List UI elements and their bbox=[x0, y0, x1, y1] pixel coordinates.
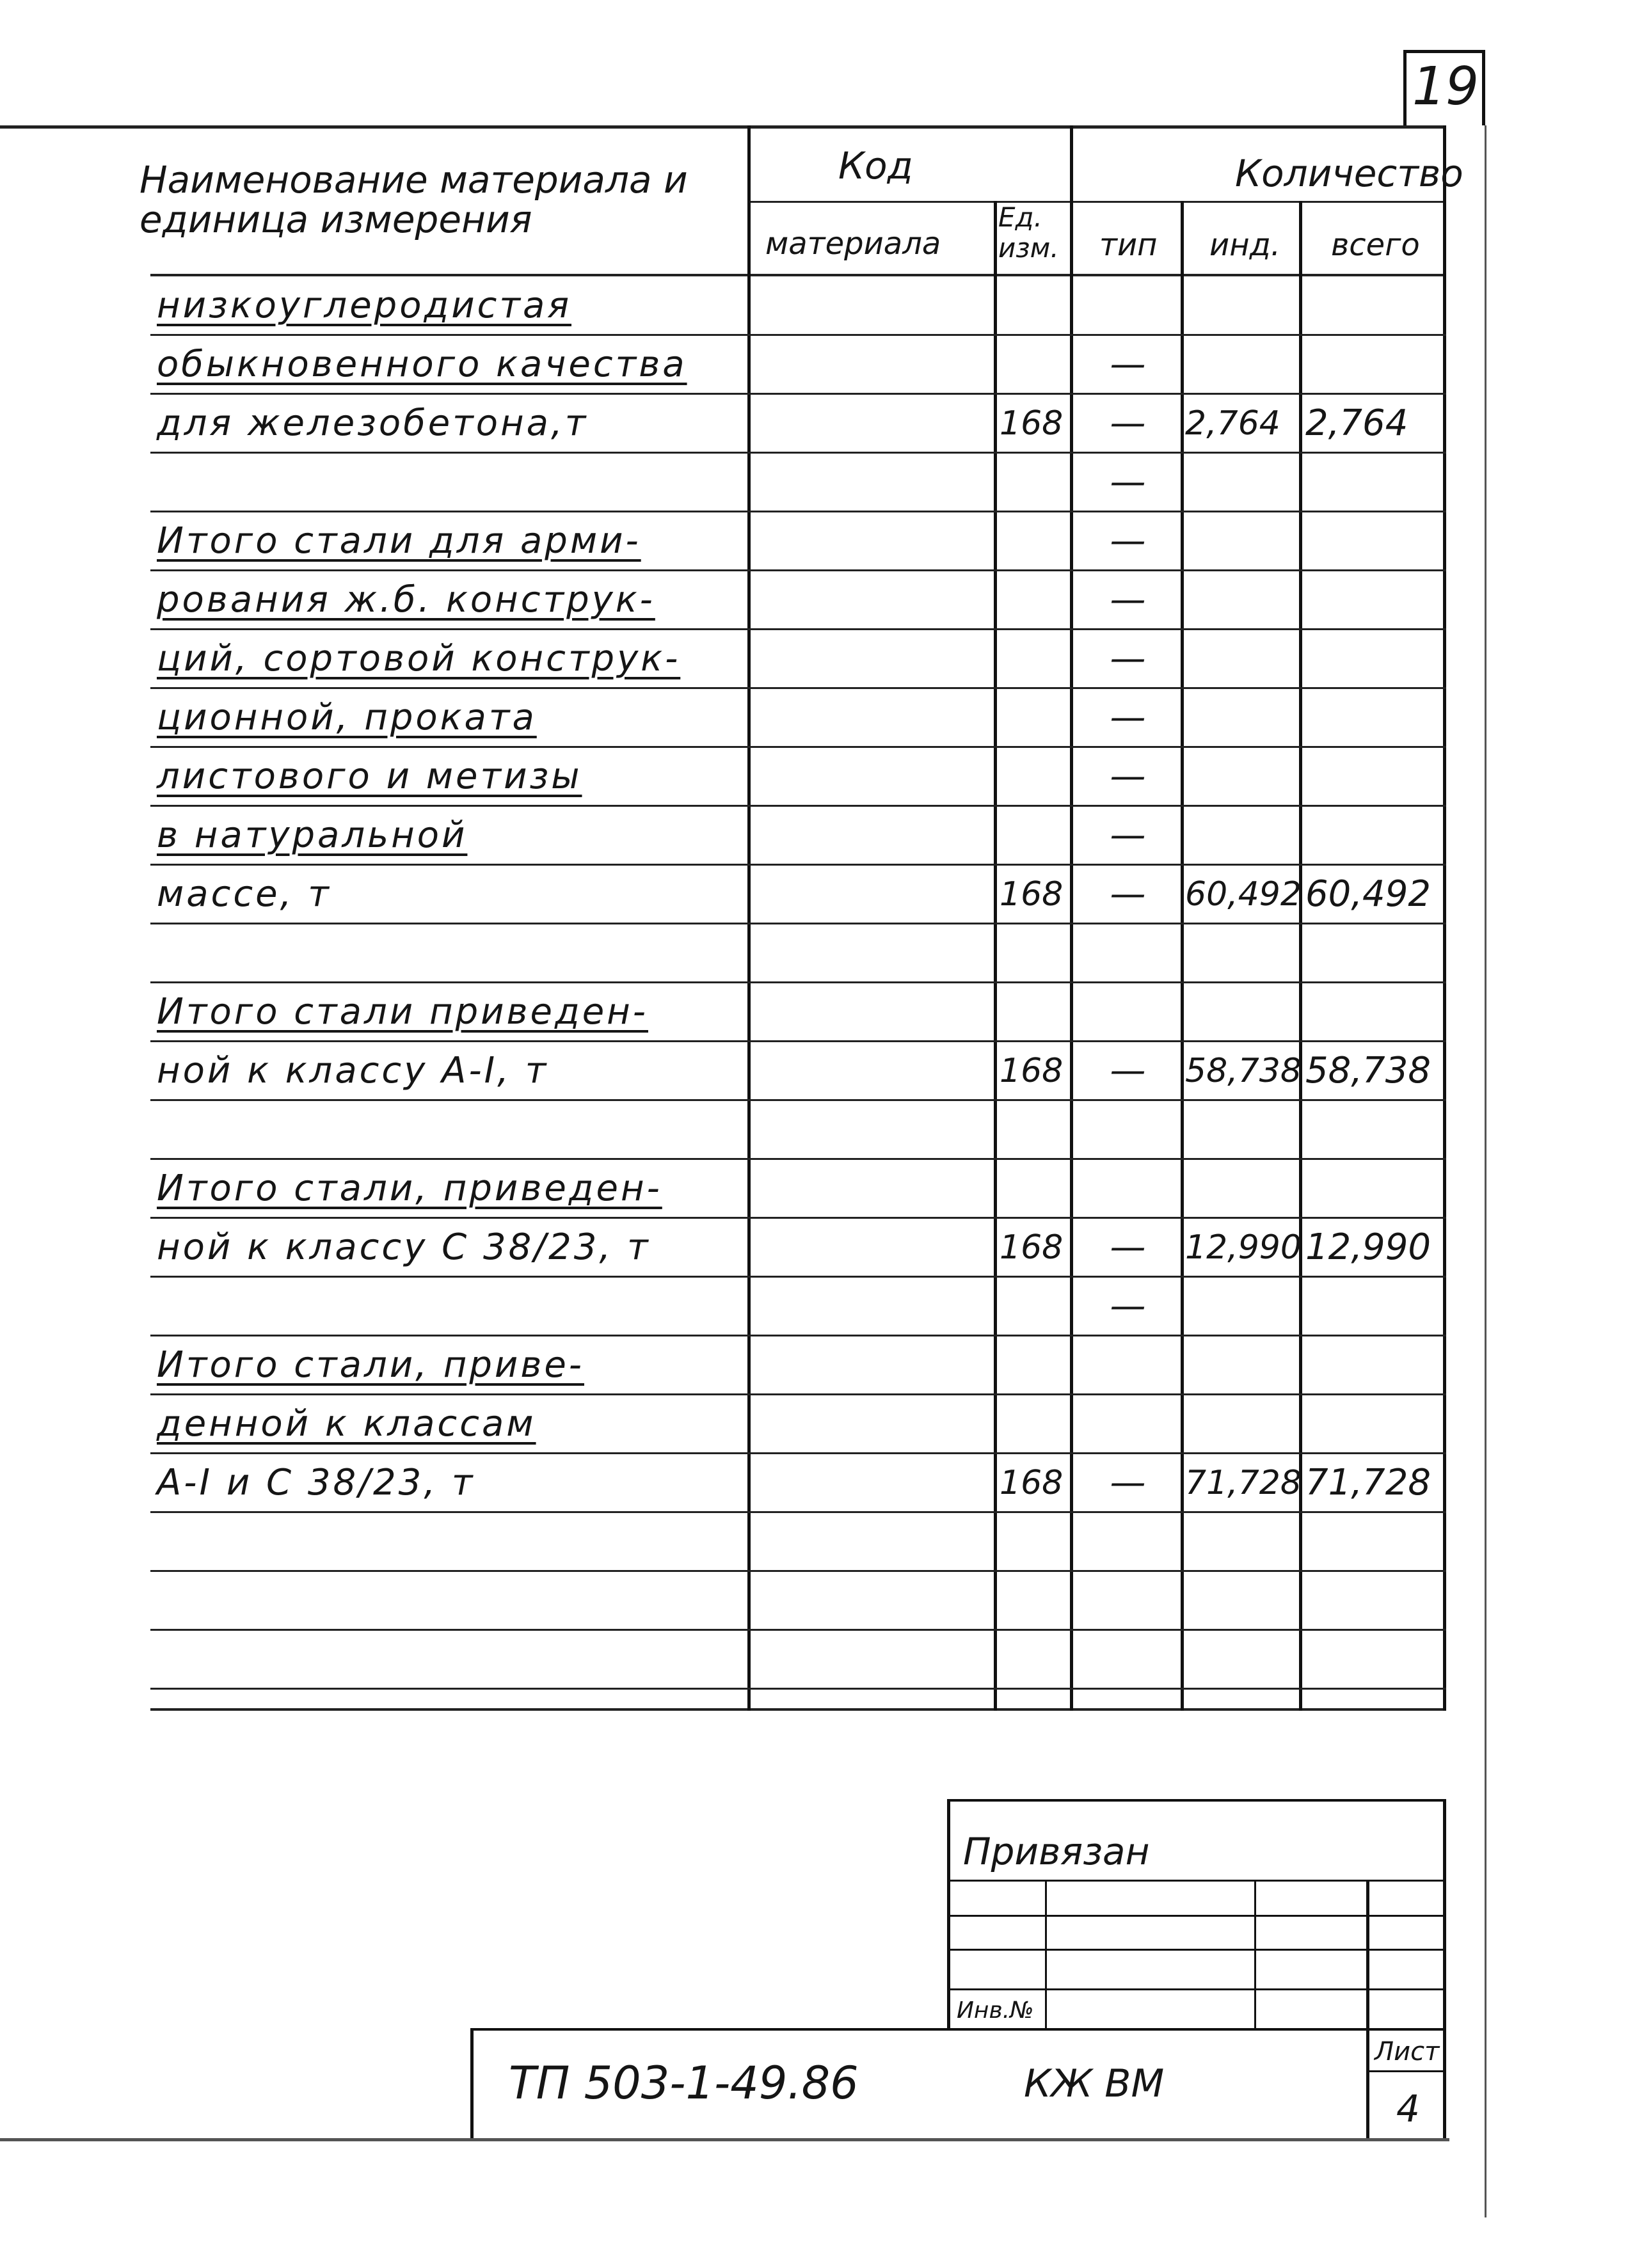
stamp-top-line bbox=[470, 2028, 1446, 2031]
col-divider-type bbox=[1181, 201, 1184, 1711]
page-bottom-line bbox=[0, 2138, 1449, 2141]
row-name-text: листового и метизы bbox=[157, 756, 582, 797]
attached-row-line-3 bbox=[947, 1949, 1446, 1951]
row-divider bbox=[150, 452, 1446, 454]
row-type-text: — bbox=[1110, 1285, 1146, 1327]
attached-label: Привязан bbox=[963, 1830, 1150, 1873]
attached-row-line-4 bbox=[947, 1988, 1446, 1990]
row-type-text: — bbox=[1110, 461, 1146, 503]
row-name-text: Итого стали, приве- bbox=[157, 1344, 584, 1386]
header-code-group: Код bbox=[838, 144, 913, 187]
row-total-text: 71,728 bbox=[1305, 1462, 1431, 1503]
row-ind-text: 71,728 bbox=[1185, 1464, 1302, 1502]
row-type-text: — bbox=[1110, 638, 1146, 679]
header-qty-type: тип bbox=[1099, 227, 1158, 263]
row-ind-text: 60,492 bbox=[1185, 875, 1302, 914]
row-name-text: денной к классам bbox=[157, 1403, 536, 1445]
row-divider bbox=[150, 1276, 1446, 1278]
doc-mark: КЖ ВМ bbox=[1024, 2061, 1165, 2106]
sheet-cell-line bbox=[1366, 2070, 1446, 2072]
col-divider-code bbox=[994, 201, 997, 1711]
header-qty-group: Количество bbox=[1235, 152, 1463, 195]
row-name-text: ций, сортовой конструк- bbox=[157, 638, 681, 679]
row-divider bbox=[150, 1217, 1446, 1219]
row-divider bbox=[150, 393, 1446, 395]
inv-number-label: Инв.№ bbox=[957, 1997, 1034, 2024]
row-name-text: низкоуглеродистая bbox=[157, 285, 572, 326]
row-divider bbox=[150, 1688, 1446, 1690]
row-divider bbox=[150, 923, 1446, 924]
row-divider bbox=[150, 746, 1446, 748]
row-name-text: обыкновенного качества bbox=[157, 344, 687, 385]
row-divider bbox=[150, 1158, 1446, 1160]
row-type-text: — bbox=[1110, 756, 1146, 797]
row-divider bbox=[150, 1335, 1446, 1336]
row-unit-text: 168 bbox=[1000, 404, 1064, 443]
header-name-line2: единица измерения bbox=[139, 198, 532, 241]
row-divider bbox=[150, 1393, 1446, 1395]
row-divider bbox=[150, 1099, 1446, 1101]
row-type-text: — bbox=[1110, 873, 1146, 915]
row-divider bbox=[150, 981, 1446, 983]
row-divider bbox=[150, 1570, 1446, 1572]
row-total-text: 60,492 bbox=[1305, 873, 1431, 915]
row-ind-text: 2,764 bbox=[1185, 404, 1280, 443]
row-type-text: — bbox=[1110, 402, 1146, 444]
row-total-text: 2,764 bbox=[1305, 402, 1408, 444]
row-total-text: 58,738 bbox=[1305, 1050, 1431, 1091]
row-type-text: — bbox=[1110, 697, 1146, 738]
row-ind-text: 58,738 bbox=[1185, 1052, 1302, 1090]
row-unit-text: 168 bbox=[1000, 1052, 1064, 1090]
row-unit-text: 168 bbox=[1000, 1464, 1064, 1502]
attached-left-line bbox=[947, 1799, 950, 2029]
row-type-text: — bbox=[1110, 344, 1146, 385]
attached-col-line-2 bbox=[1254, 1880, 1256, 2029]
row-type-text: — bbox=[1110, 1226, 1146, 1268]
row-name-text: Итого стали для арми- bbox=[157, 520, 641, 562]
row-divider bbox=[150, 1629, 1446, 1631]
header-name-line1: Наименование материала и bbox=[139, 158, 688, 202]
row-divider bbox=[150, 687, 1446, 689]
row-divider bbox=[150, 569, 1446, 571]
table-top-border bbox=[0, 125, 1446, 129]
row-name-text: в натуральной bbox=[157, 814, 468, 856]
doc-code: ТП 503-1-49.86 bbox=[509, 2057, 859, 2109]
attached-col-line-1 bbox=[1045, 1880, 1047, 2029]
page-number: 19 bbox=[1412, 56, 1479, 117]
row-type-text: — bbox=[1110, 520, 1146, 562]
sheet-label: Лист bbox=[1375, 2037, 1440, 2066]
row-divider bbox=[150, 628, 1446, 630]
row-divider bbox=[150, 334, 1446, 336]
row-name-text: рования ж.б. конструк- bbox=[157, 579, 655, 621]
row-name-text: Итого стали приведен- bbox=[157, 991, 648, 1033]
row-name-text: ционной, проката bbox=[157, 697, 537, 738]
row-total-text: 12,990 bbox=[1305, 1226, 1431, 1268]
page-right-margin-line bbox=[1485, 125, 1487, 2217]
col-divider-unit bbox=[1070, 125, 1073, 1711]
attached-row-line-1 bbox=[947, 1880, 1446, 1882]
row-type-text: — bbox=[1110, 579, 1146, 621]
header-code-material: материала bbox=[765, 226, 941, 262]
row-name-text: для железобетона,т bbox=[157, 402, 589, 444]
row-divider bbox=[150, 1511, 1446, 1513]
stamp-left-line bbox=[470, 2028, 474, 2139]
row-unit-text: 168 bbox=[1000, 1228, 1064, 1267]
row-name-text: массе, т bbox=[157, 873, 331, 915]
attached-row-line-2 bbox=[947, 1915, 1446, 1917]
row-type-text: — bbox=[1110, 1050, 1146, 1091]
row-name-text: ной к классу С 38/23, т bbox=[157, 1226, 651, 1268]
row-unit-text: 168 bbox=[1000, 875, 1064, 914]
materials-table bbox=[0, 125, 1463, 1711]
row-name-text: ной к классу А-I, т bbox=[157, 1050, 549, 1091]
header-unit: Ед. изм. bbox=[998, 202, 1059, 264]
row-name-text: А-I и С 38/23, т bbox=[157, 1462, 475, 1503]
attached-col-line-3 bbox=[1366, 1880, 1369, 2139]
sheet-value: 4 bbox=[1396, 2087, 1420, 2130]
header-qty-ind: инд. bbox=[1209, 227, 1281, 263]
attached-right-line bbox=[1443, 1799, 1446, 2139]
row-type-text: — bbox=[1110, 814, 1146, 856]
row-divider bbox=[150, 511, 1446, 512]
row-name-text: Итого стали, приведен- bbox=[157, 1168, 662, 1209]
row-divider bbox=[150, 864, 1446, 866]
header-bottom-line bbox=[150, 274, 1446, 276]
row-ind-text: 12,990 bbox=[1185, 1228, 1302, 1267]
header-mid-line bbox=[751, 201, 1446, 203]
row-divider bbox=[150, 1040, 1446, 1042]
col-divider-name bbox=[747, 125, 751, 1711]
row-type-text: — bbox=[1110, 1462, 1146, 1503]
attached-top-line bbox=[947, 1799, 1446, 1802]
header-qty-total: всего bbox=[1331, 227, 1420, 263]
table-bottom-border bbox=[150, 1708, 1446, 1711]
row-divider bbox=[150, 1452, 1446, 1454]
row-divider bbox=[150, 805, 1446, 807]
